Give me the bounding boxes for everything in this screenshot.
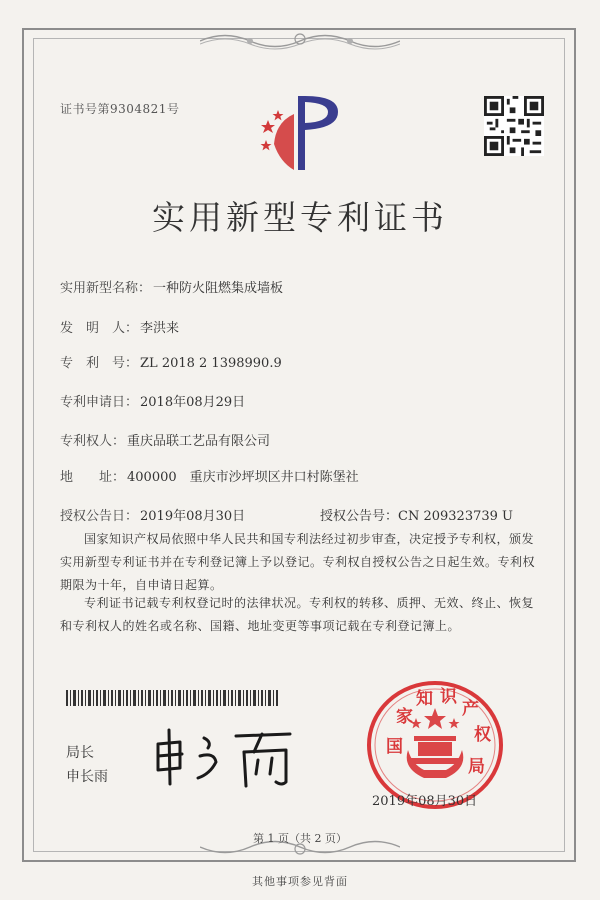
director-title: 局长 (66, 745, 94, 761)
paragraph-legal-status: 专利证书记载专利权登记时的法律状况。专利权的转移、质押、无效、终止、恢复和专利权人的姓名或名称、国籍、地址变更等事项记载在专利登记簿上。 (60, 596, 535, 633)
certificate-title: 实用新型专利证书 (152, 198, 448, 237)
field-label: 授权公告日： (60, 509, 139, 524)
field-value: 400000 重庆市沙坪坝区井口村陈堡社 (127, 470, 359, 485)
field-value: CN 209323739 U (398, 509, 513, 524)
paragraph-grant-statement: 国家知识产权局依照中华人民共和国专利法经过初步审查，决定授予专利权，颁发实用新型专利证书并在专利登记簿上予以登记。专利权自授权公告之日起生效。专利权期限为十年，自申请日起算。 (60, 532, 536, 592)
field-label: 专利申请日： (60, 395, 139, 410)
svg-text:权: 权 (474, 725, 491, 745)
field-filing-date (60, 391, 245, 410)
certificate-number: 证书号第9304821号 (60, 102, 180, 116)
svg-text:识: 识 (440, 687, 457, 707)
field-label: 授权公告号： (320, 509, 399, 524)
field-utility-name (60, 277, 283, 296)
field-grant-number (320, 505, 513, 524)
field-value: 重庆品联工艺品有限公司 (127, 434, 271, 449)
page-number: 第 1 页（共 2 页） (253, 832, 347, 845)
top-ornament-icon (200, 30, 400, 52)
cnipa-logo-icon (258, 92, 342, 174)
svg-text:局: 局 (468, 757, 485, 777)
field-label: 实用新型名称： (60, 281, 152, 296)
field-value: 2018年08月29日 (140, 395, 246, 410)
field-address (60, 466, 359, 485)
field-patentee (60, 430, 270, 449)
field-value: 一种防火阻燃集成墙板 (153, 281, 284, 296)
field-value: 李洪来 (140, 321, 180, 336)
field-label: 地 址： (60, 470, 126, 485)
svg-text:家: 家 (396, 707, 413, 727)
field-inventor (60, 317, 179, 336)
field-patent-number (60, 352, 282, 371)
back-side-note: 其他事项参见背面 (252, 875, 348, 888)
field-label: 专利权人： (60, 434, 126, 449)
field-grant-date (60, 505, 245, 524)
field-value: 2019年08月30日 (140, 509, 246, 524)
svg-text:产: 产 (462, 699, 479, 719)
qr-code-icon (484, 96, 544, 156)
field-label: 专 利 号： (60, 356, 139, 371)
barcode-icon (66, 690, 280, 706)
seal-date: 2019年08月30日 (372, 794, 478, 809)
signature-icon (150, 722, 300, 792)
field-value: ZL 2018 2 1398990.9 (140, 356, 282, 371)
director-name: 申长雨 (66, 769, 108, 785)
field-label: 发 明 人： (60, 321, 139, 336)
svg-text:国: 国 (386, 737, 403, 757)
svg-text:知: 知 (416, 689, 433, 709)
